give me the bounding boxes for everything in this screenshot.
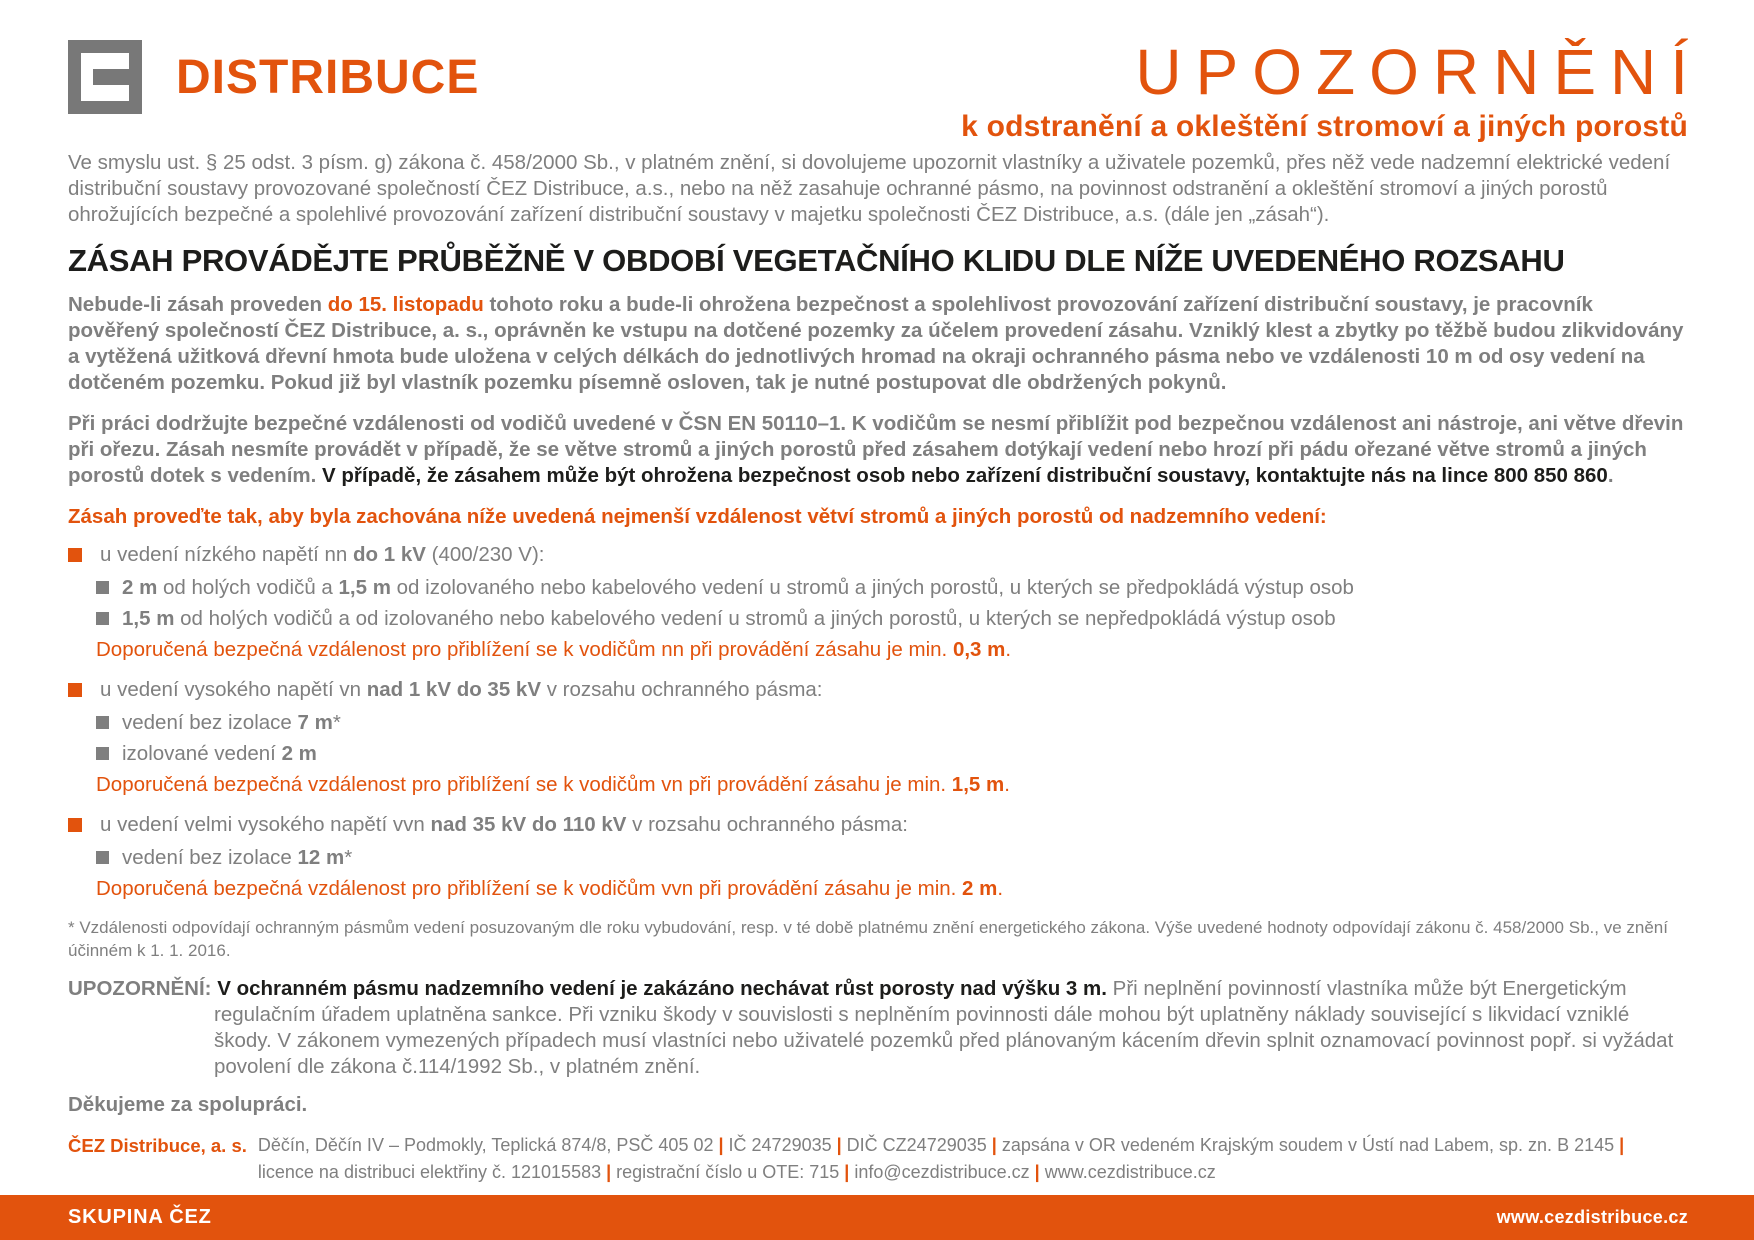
bullet-square-icon (68, 683, 82, 697)
recommendation-vn: Doporučená bezpečná vzdálenost pro přiblížení se k vodičům vn při provádění zásahu je min. 1,5 m. (96, 773, 1010, 796)
company-lines (258, 1132, 1624, 1186)
section-item: 1,5 m od holých vodičů a od izolovaného nebo kabelového vedení u stromů a jiných porostů, u kterých se nepředpokládá výstup osob (122, 607, 1336, 630)
bullet-square-icon (96, 851, 109, 864)
section-title: u vedení velmi vysokého napětí vvn nad 35 kV do 110 kV v rozsahu ochranného pásma: (100, 813, 908, 836)
section-item-row (96, 710, 1688, 736)
bullet-square-icon (96, 716, 109, 729)
section-title: u vedení nízkého napětí nn do 1 kV (400/230 V): (100, 543, 545, 566)
brand-text: DISTRIBUCE (176, 50, 480, 104)
section-item-row (96, 606, 1688, 632)
company-info (68, 1132, 1688, 1186)
safety-paragraph: Při práci dodržujte bezpečné vzdálenosti od vodičů uvedené v ČSN EN 50110–1. K vodičům se nesmí přiblížit pod bezpečnou vzdálenost ani nástroje, ani větve dřevin při ořezu. Zásah nesmíte provádět v případě, že se větve stromů a jiných porostů před zásahem dotýkají vedení nebo hrozí při pádu ořezané větve stromů a jiných porostů dotek s vedením. V případě, že zásahem může být ohrožena bezpečnost osob nebo zařízení distribuční soustavy, kontaktujte nás na lince 800 850 860. (68, 412, 1684, 487)
voltage-section-vn (68, 677, 1688, 798)
section-title-row (68, 677, 1688, 703)
company-info-line-2: licence na distribuci elektřiny č. 121015583 | registrační číslo u OTE: 715 | info@cezdistribuce.cz | www.cezdistribuce.cz (257, 1162, 1216, 1182)
header (68, 36, 1702, 143)
section-title-row (68, 812, 1688, 838)
deadline-paragraph: Nebude-li zásah proveden do 15. listopadu tohoto roku a bude-li ohrožena bezpečnost a spolehlivost provozování zařízení distribuční soustavy, je pracovník pověřený společností ČEZ Distribuce, a. s., oprávněn ke vstupu na dotčené pozemky za účelem provedení zásahu. Vzniklý klest a zbytky po těžbě budou zlikvidovány a vytěžená užitková dřevní hmota bude uložena v celých délkách do jednotlivých hromad na okraji ochranného pásma nebo ve vzdálenosti 10 m od osy vedení na dotčeném pozemku. Pokud již byl vlastník pozemku písemně osloven, tak je nutné postupovat dle obdržených pokynů. (68, 293, 1684, 394)
thanks-line: Děkujeme za spolupráci. (68, 1093, 308, 1116)
voltage-section-nn (68, 542, 1688, 663)
section-item-row (96, 845, 1688, 871)
section-item: vedení bez izolace 7 m* (122, 711, 341, 734)
intro-paragraph: Ve smyslu ust. § 25 odst. 3 písm. g) zákona č. 458/2000 Sb., v platném znění, si dovolujeme upozornit vlastníky a uživatele pozemků, přes něž vede nadzemní elektrické vedení distribuční soustavy provozované společností ČEZ Distribuce, a.s., nebo na něž zasahuje ochranné pásmo, na povinnost odstranění a okleštění stromoví a jiných porostů ohrožujících bezpečné a spolehlivé provozování zařízení distribuční soustavy v majetku společnosti ČEZ Distribuce, a.s. (dále jen „zásah“). (68, 151, 1671, 226)
bullet-square-icon (96, 612, 109, 625)
section-item: vedení bez izolace 12 m* (122, 846, 353, 869)
distance-lead: Zásah proveďte tak, aby byla zachována níže uvedená nejmenší vzdálenost větví stromů a jiných porostů od nadzemního vedení: (68, 505, 1327, 528)
bullet-square-icon (96, 581, 109, 594)
bottom-bar (0, 1195, 1754, 1240)
section-item-row (96, 741, 1688, 767)
recommendation-nn: Doporučená bezpečná vzdálenost pro přiblížení se k vodičům nn při provádění zásahu je min. 0,3 m. (96, 638, 1012, 661)
warning-paragraph (68, 976, 1688, 1080)
cez-logo-icon (68, 40, 142, 114)
company-info-line-1: Děčín, Děčín IV – Podmokly, Teplická 874/8, PSČ 405 02 | IČ 24729035 | DIČ CZ24729035 | zapsána v OR vedeném Krajským soudem v Ústí nad Labem, sp. zn. B 2145 | (257, 1135, 1625, 1155)
company-name: ČEZ Distribuce, a. s. (68, 1135, 247, 1156)
main-heading: ZÁSAH PROVÁDĚJTE PRŮBĚŽNĚ V OBDOBÍ VEGETAČNÍHO KLIDU DLE NÍŽE UVEDENÉHO ROZSAHU (68, 243, 1565, 278)
brand-block (68, 40, 479, 114)
website-url: www.cezdistribuce.cz (1496, 1207, 1688, 1227)
group-name: SKUPINA ČEZ (68, 1206, 212, 1228)
section-item-row (96, 575, 1688, 601)
section-title: u vedení vysokého napětí vn nad 1 kV do 35 kV v rozsahu ochranného pásma: (100, 678, 823, 701)
warning-label: UPOZORNĚNÍ: (68, 977, 218, 1000)
section-item: 2 m od holých vodičů a 1,5 m od izolovaného nebo kabelového vedení u stromů a jiných porostů, u kterých se předpokládá výstup osob (122, 576, 1354, 599)
notice-title-block (961, 36, 1702, 143)
notice-subtitle: k odstranění a okleštění stromoví a jiných porostů (961, 110, 1688, 143)
section-item: izolované vedení 2 m (122, 742, 317, 765)
notice-title: UPOZORNĚNÍ (1135, 36, 1702, 108)
voltage-section-vvn (68, 812, 1688, 902)
footnote: * Vzdálenosti odpovídají ochranným pásmům vedení posuzovaným dle roku vybudování, resp. v té době platnému znění energetického zákona. Výše uvedené hodnoty odpovídají zákonu č. 458/2000 Sb., ve znění účinném k 1. 1. 2016. (68, 918, 1668, 960)
bullet-square-icon (68, 818, 82, 832)
warning-text: V ochranném pásmu nadzemního vedení je zakázáno nechávat růst porosty nad výšku 3 m. Při neplnění povinností vlastníka může být Energetickým regulačním úřadem uplatněna sankce. Při vzniku škody v souvislosti s neplněním povinnosti dále mohou být uplatněny náklady související s likvidací vzniklé škody. V zákonem vymezených případech musí vlastníci nebo uživatelé pozemků před plánovaným kácením dřevin splnit oznamovací povinnost popř. si vyžádat povolení dle zákona č.114/1992 Sb., v platném znění. (214, 977, 1674, 1078)
bullet-square-icon (96, 747, 109, 760)
bullet-square-icon (68, 548, 82, 562)
recommendation-vvn: Doporučená bezpečná vzdálenost pro přiblížení se k vodičům vvn při provádění zásahu je min. 2 m. (96, 877, 1004, 900)
section-title-row (68, 542, 1688, 568)
